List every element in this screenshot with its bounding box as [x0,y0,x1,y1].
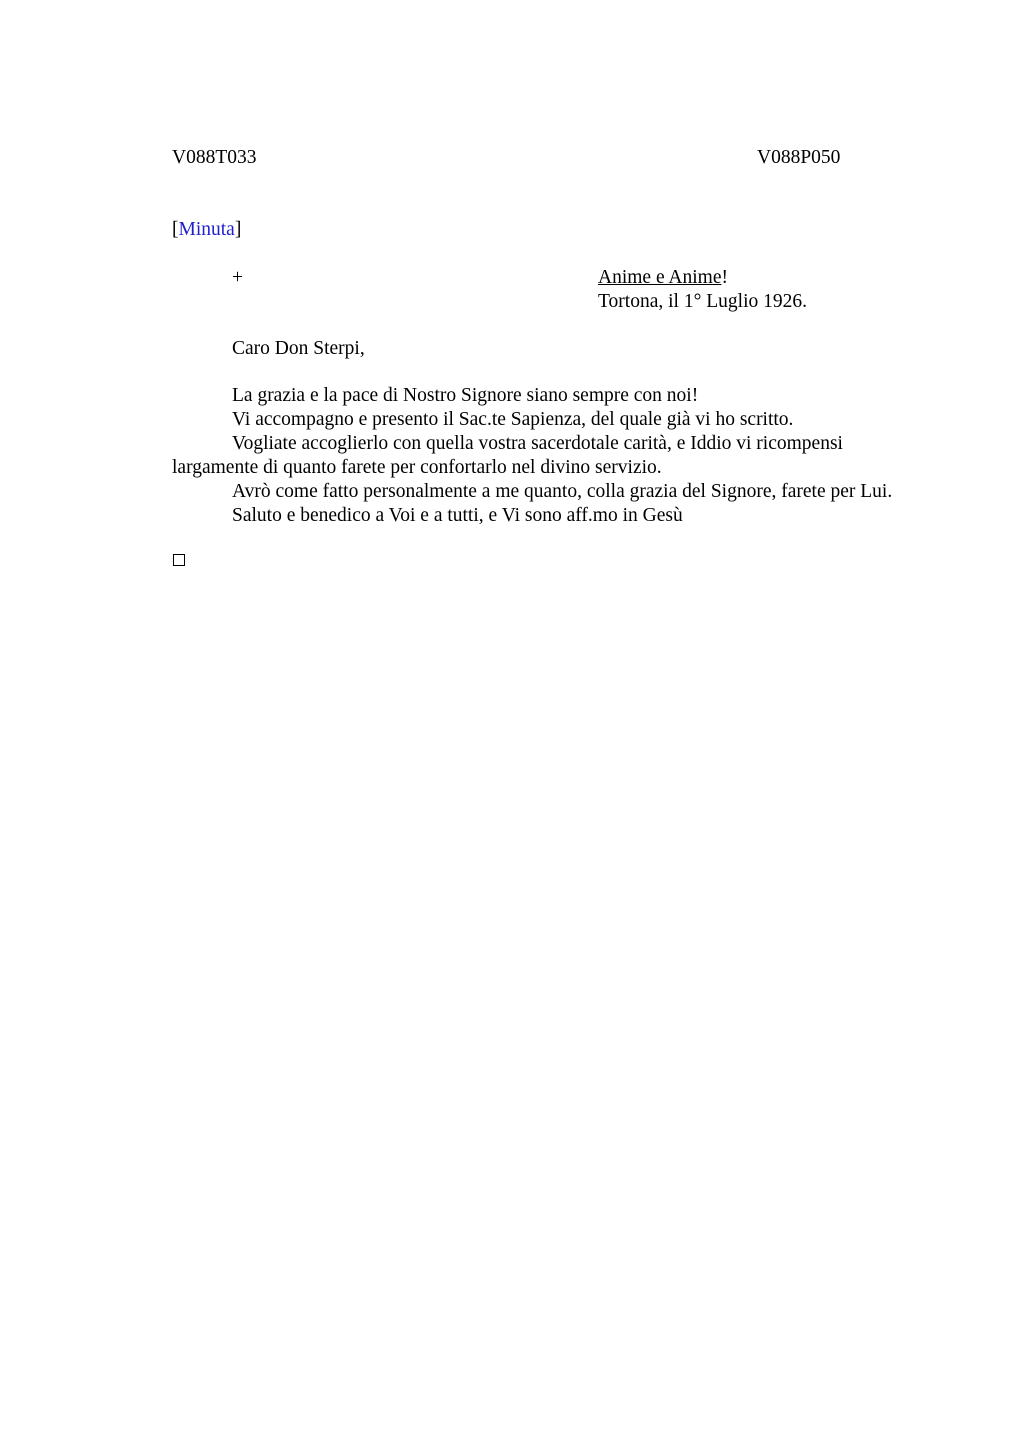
motto-suffix: ! [721,267,728,288]
paragraph: La grazia e la pace di Nostro Signore siano sempre con noi! [232,385,699,406]
square-outline-icon [173,554,185,566]
draft-note [172,218,241,242]
letter-body [172,384,902,528]
paragraph: Vi accompagno e presento il Sac.te Sapienza, del quale già vi ho scritto. [232,409,794,430]
dateline: Tortona, il 1° Luglio 1926. [598,291,807,312]
salutation: Caro Don Sterpi, [232,338,365,359]
paragraph: Avrò come fatto personalmente a me quanto, colla grazia del Signore, farete per Lui. [232,481,893,502]
document-code-left: V088T033 [172,147,257,168]
open-bracket: [ [172,219,179,240]
motto [598,266,728,290]
draft-note-label: Minuta [178,219,235,240]
cross-mark: + [232,267,243,288]
motto-underlined: Anime e Anime [598,267,722,288]
paragraph: Saluto e benedico a Voi e a tutti, e Vi sono aff.mo in Gesù [232,505,683,526]
paragraph: Vogliate accoglierlo con quella vostra sacerdotale carità, e Iddio vi ricompensi largamente di quanto farete per confortarlo nel divino servizio. [172,433,843,478]
document-code-right: V088P050 [757,147,841,168]
close-bracket: ] [234,219,242,240]
